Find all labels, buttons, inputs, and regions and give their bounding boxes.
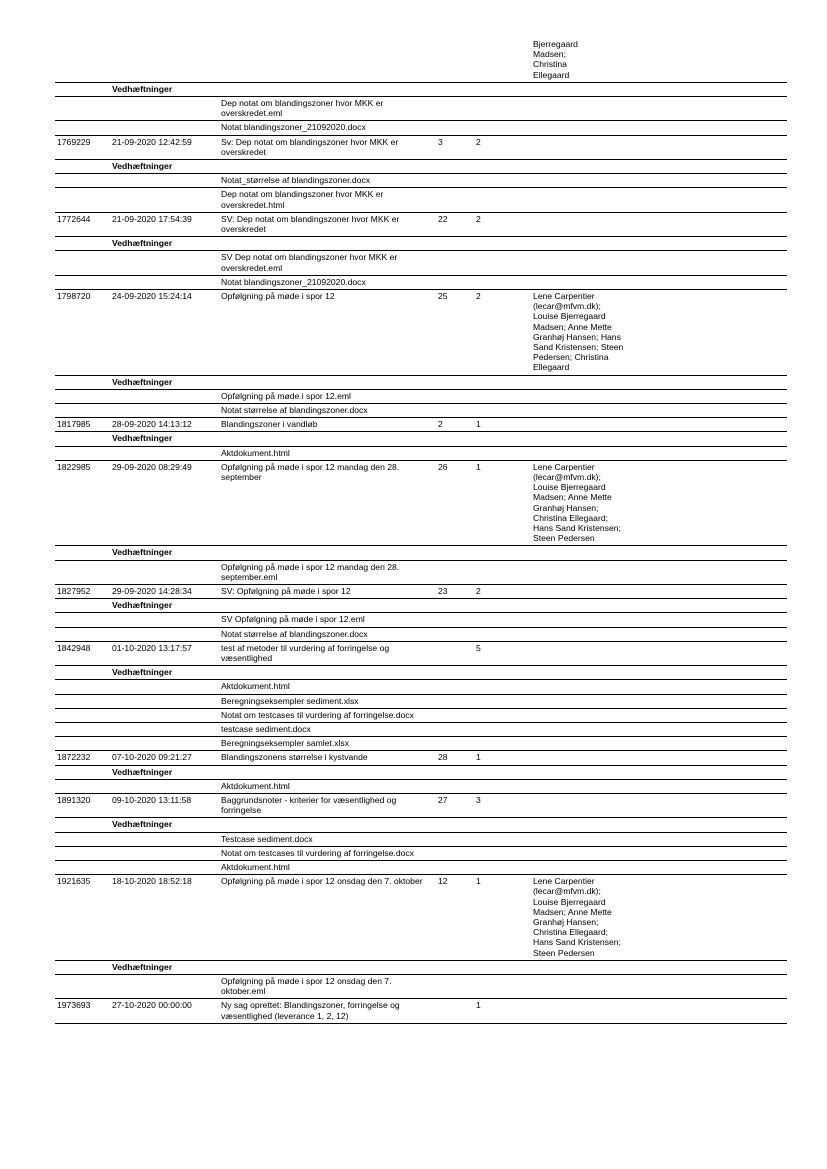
record-row: [55, 418, 787, 432]
record-title: SV: Dep notat om blandingszoner hvor MKK er overskredet: [221, 213, 400, 234]
record-count-b: 2: [476, 586, 481, 596]
record-id: 1872232: [57, 752, 91, 763]
record-date: 29-09-2020 14:28:34: [112, 586, 192, 596]
attachments-header-row: [55, 83, 787, 97]
record-count-a: 12: [438, 876, 448, 887]
attachments-header-row: [55, 160, 787, 174]
record-row: [55, 875, 787, 961]
attachment-filename: Aktdokument.html: [221, 447, 290, 458]
record-row: [55, 642, 787, 666]
attachment-filename: SV Opfølgning på møde i spor 12.eml: [221, 614, 365, 625]
record-row: [55, 751, 787, 765]
attachment-row: [55, 613, 787, 627]
attachment-filename: Notat om testcases til vurdering af forringelse.docx: [221, 709, 414, 720]
attachment-filename: Notat blandingszoner_21092020.docx: [221, 276, 366, 287]
attachment-row: [55, 780, 787, 794]
record-count-b: 5: [476, 642, 481, 653]
attachment-filename: Notat_størrelse af blandingszoner.docx: [221, 175, 371, 186]
attachment-filename: Opfølgning på møde i spor 12 onsdag den 7. oktober.eml: [221, 976, 392, 997]
attachment-filename: Dep notat om blandingszoner hvor MKK er overskredet.html: [221, 189, 384, 210]
attachment-row: [55, 695, 787, 709]
record-id: 1891320: [57, 795, 91, 805]
record-title: Opfølgning på møde i spor 12: [221, 291, 335, 301]
record-row: [55, 585, 787, 599]
attachment-row: [55, 188, 787, 212]
attachment-row: [55, 121, 787, 135]
record-date: 27-10-2020 00:00:00: [112, 1000, 192, 1011]
attachment-row: [55, 447, 787, 461]
record-title: Baggrundsnoter - kriterier for væsentlighed og forringelse: [221, 795, 397, 816]
record-id: 1842948: [57, 642, 91, 653]
attachments-header-row: [55, 546, 787, 560]
record-title: Blandingszonens størrelse i kystvande: [221, 752, 368, 763]
attachment-filename: Opfølgning på møde i spor 12 mandag den 28. september.eml: [221, 561, 400, 582]
attachments-header-row: [55, 961, 787, 975]
record-count-a: 26: [438, 461, 448, 472]
attachments-label: Vedhæftninger: [112, 376, 173, 387]
attachments-label: Vedhæftninger: [112, 961, 173, 972]
attachments-label: Vedhæftninger: [112, 433, 173, 444]
attachments-header-row: [55, 766, 787, 780]
attachment-filename: Opfølgning på møde i spor 12.eml: [221, 390, 351, 401]
record-row-continued: [55, 38, 787, 83]
record-title: Opfølgning på møde i spor 12 mandag den 28. september: [221, 461, 400, 482]
record-count-b: 1: [476, 876, 481, 887]
record-row: [55, 794, 787, 818]
record-count-a: 22: [438, 213, 448, 224]
record-title: SV: Opfølgning på møde i spor 12: [221, 586, 351, 596]
record-count-a: 28: [438, 752, 448, 763]
record-date: 29-09-2020 08:29:49: [112, 461, 192, 472]
attachment-row: [55, 251, 787, 275]
recipients-cell: Lene Carpentier (lecar@mfvm.dk); Louise Bjerregaard Madsen; Anne Mette Granhøj Hansen; Christina Ellegaard; Hans Sand Kristensen; Steen Pedersen: [533, 461, 621, 544]
record-count-b: 1: [476, 752, 481, 763]
record-date: 28-09-2020 14:13:12: [112, 419, 192, 430]
record-title: Ny sag oprettet: Blandingszoner, forringelse og væsentlighed (leverance 1, 2, 12): [221, 1000, 400, 1021]
attachments-label: Vedhæftninger: [112, 547, 173, 558]
attachment-filename: Notat størrelse af blandingszoner.docx: [221, 405, 368, 415]
attachment-filename: Beregningseksempler samlet.xlsx: [221, 738, 350, 749]
attachment-row: [55, 737, 787, 751]
record-id: 1921635: [57, 876, 91, 887]
record-count-b: 1: [476, 1000, 481, 1011]
attachment-filename: Notat størrelse af blandingszoner.docx: [221, 628, 368, 639]
record-date: 07-10-2020 09:21:27: [112, 752, 192, 763]
attachments-header-row: [55, 666, 787, 680]
attachments-header-row: [55, 818, 787, 832]
attachments-header-row: [55, 237, 787, 251]
record-title: Opfølgning på møde i spor 12 onsdag den 7. oktober: [221, 876, 423, 887]
attachments-label: Vedhæftninger: [112, 238, 173, 249]
attachment-row: [55, 276, 787, 290]
attachment-row: [55, 174, 787, 188]
attachment-filename: SV Dep notat om blandingszoner hvor MKK er overskredet.eml: [221, 252, 398, 273]
record-date: 24-09-2020 15:24:14: [112, 291, 192, 301]
record-date: 21-09-2020 17:54:39: [112, 213, 192, 224]
attachment-filename: Dep notat om blandingszoner hvor MKK er overskredet.eml: [221, 98, 384, 119]
attachment-row: [55, 390, 787, 404]
attachment-filename: Notat blandingszoner_21092020.docx: [221, 122, 366, 133]
recipients-cell: Bjerregaard Madsen; Christina Ellegaard: [533, 39, 578, 80]
record-title: Blandingszoner i vandløb: [221, 419, 318, 430]
record-row: [55, 999, 787, 1023]
attachment-row: [55, 628, 787, 642]
record-date: 09-10-2020 13:11:58: [112, 795, 192, 805]
attachment-row: [55, 680, 787, 694]
attachment-filename: Aktdokument.html: [221, 862, 290, 872]
record-row: [55, 136, 787, 160]
attachments-header-row: [55, 599, 787, 613]
record-title: test af metoder til vurdering af forringelse og væsentlighed: [221, 642, 390, 663]
attachment-row: [55, 723, 787, 737]
attachment-row: [55, 404, 787, 418]
record-count-b: 2: [476, 136, 481, 147]
attachment-row: [55, 833, 787, 847]
attachments-label: Vedhæftninger: [112, 819, 173, 830]
record-count-b: 1: [476, 419, 481, 430]
record-id: 1973693: [57, 1000, 91, 1011]
attachment-row: [55, 97, 787, 121]
record-count-a: 23: [438, 586, 448, 596]
attachments-label: Vedhæftninger: [112, 161, 173, 171]
attachment-row: [55, 561, 787, 585]
record-date: 01-10-2020 13:17:57: [112, 642, 192, 653]
attachment-row: [55, 975, 787, 999]
attachments-label: Vedhæftninger: [112, 83, 173, 94]
record-count-a: 3: [438, 136, 443, 147]
record-count-a: 25: [438, 291, 448, 301]
attachment-row: [55, 847, 787, 861]
record-row: [55, 290, 787, 376]
attachment-filename: Aktdokument.html: [221, 780, 290, 791]
attachment-filename: Aktdokument.html: [221, 681, 290, 692]
attachment-row: [55, 709, 787, 723]
record-date: 18-10-2020 18:52:18: [112, 876, 192, 887]
attachment-filename: Notat om testcases til vurdering af forringelse.docx: [221, 847, 414, 858]
attachments-label: Vedhæftninger: [112, 766, 173, 777]
record-count-b: 3: [476, 795, 481, 805]
attachments-header-row: [55, 376, 787, 390]
attachment-row: [55, 861, 787, 875]
attachment-filename: Testcase sediment.docx: [221, 833, 313, 844]
record-title: Sv: Dep notat om blandingszoner hvor MKK er overskredet: [221, 136, 399, 157]
record-date: 21-09-2020 12:42:59: [112, 136, 192, 147]
record-id: 1822985: [57, 461, 91, 472]
record-id: 1817985: [57, 419, 91, 430]
record-id: 1798720: [57, 291, 91, 301]
recipients-cell: Lene Carpentier (lecar@mfvm.dk); Louise Bjerregaard Madsen; Anne Mette Granhøj Hansen; Hans Sand Kristensen; Steen Pedersen; Christina Ellegaard: [533, 291, 624, 373]
attachments-label: Vedhæftninger: [112, 600, 173, 611]
attachments-label: Vedhæftninger: [112, 667, 173, 678]
record-row: [55, 213, 787, 237]
record-count-b: 1: [476, 461, 481, 472]
record-id: 1772644: [57, 213, 91, 224]
record-id: 1769229: [57, 136, 91, 147]
attachments-header-row: [55, 432, 787, 446]
record-count-a: 27: [438, 795, 448, 805]
recipients-cell: Lene Carpentier (lecar@mfvm.dk); Louise Bjerregaard Madsen; Anne Mette Granhøj Hansen; Christina Ellegaard; Hans Sand Kristensen; Steen Pedersen: [533, 876, 621, 958]
record-count-a: 2: [438, 419, 443, 430]
record-count-b: 2: [476, 213, 481, 224]
attachment-filename: Beregningseksempler sediment.xlsx: [221, 695, 359, 706]
attachment-filename: testcase sediment.docx: [221, 724, 311, 734]
record-row: [55, 461, 787, 547]
record-id: 1827952: [57, 586, 91, 596]
record-count-b: 2: [476, 291, 481, 301]
